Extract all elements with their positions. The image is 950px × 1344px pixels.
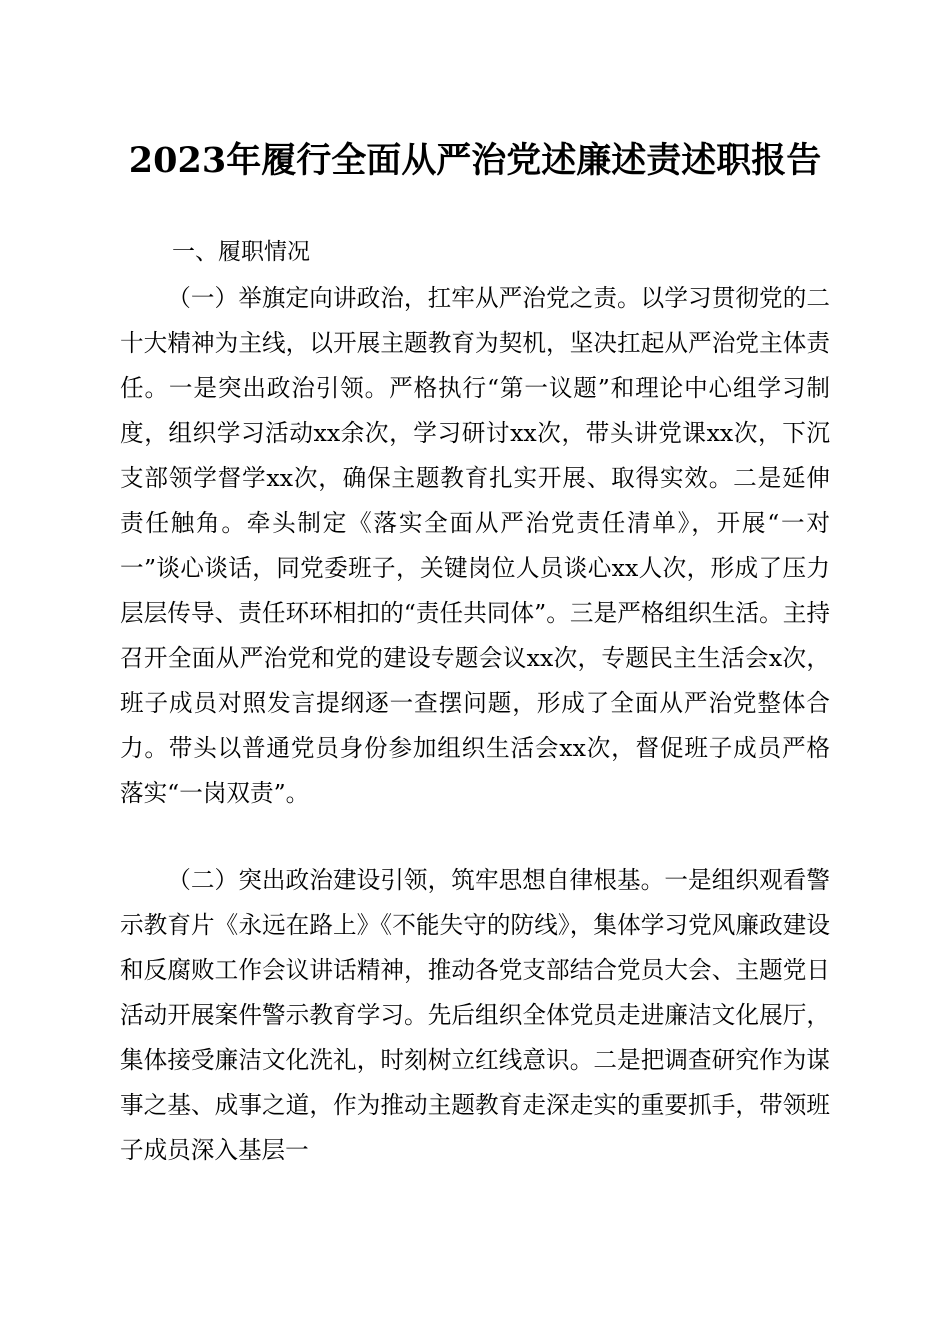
paragraph-1: （一）举旗定向讲政治，扛牢从严治党之责。以学习贯彻党的二十大精神为主线，以开展主题教育为契机，坚决扛起从严治党主体责任。一是突出政治引领。严格执行“第一议题”和理论中心组学习制度，组织学习活动xx余次，学习研讨xx次，带头讲党课xx次，下沉支部领学督学xx次，确保主题教育扎实开展、取得实效。二是延伸责任触角。牵头制定《落实全面从严治党责任清单》，开展“一对一”谈心谈话，同党委班子，关键岗位人员谈心xx人次，形成了压力层层传导、责任环环相扣的“责任共同体”。三是严格组织生活。主持召开全面从严治党和党的建设专题会议xx次，专题民主生活会x次，班子成员对照发言提纲逐一查摆问题，形成了全面从严治党整体合力。带头以普通党员身份参加组织生活会xx次，督促班子成员严格落实“一岗双责”。 — [120, 284, 830, 807]
document-title: 2023年履行全面从严治党述廉述责述职报告 — [128, 140, 822, 181]
paragraph-2: （二）突出政治建设引领，筑牢思想自律根基。一是组织观看警示教育片《永远在路上》《不能失守的防线》，集体学习党风廉政建设和反腐败工作会议讲话精神，推动各党支部结合党员大会、主题党日活动开展案件警示教育学习。先后组织全体党员走进廉洁文化展厅，集体接受廉洁文化洗礼，时刻树立红线意识。二是把调查研究作为谋事之基、成事之道，作为推动主题教育走深走实的重要抓手，带领班子成员深入基层一 — [120, 866, 830, 1164]
section-heading: 一、履职情况 — [172, 239, 310, 265]
